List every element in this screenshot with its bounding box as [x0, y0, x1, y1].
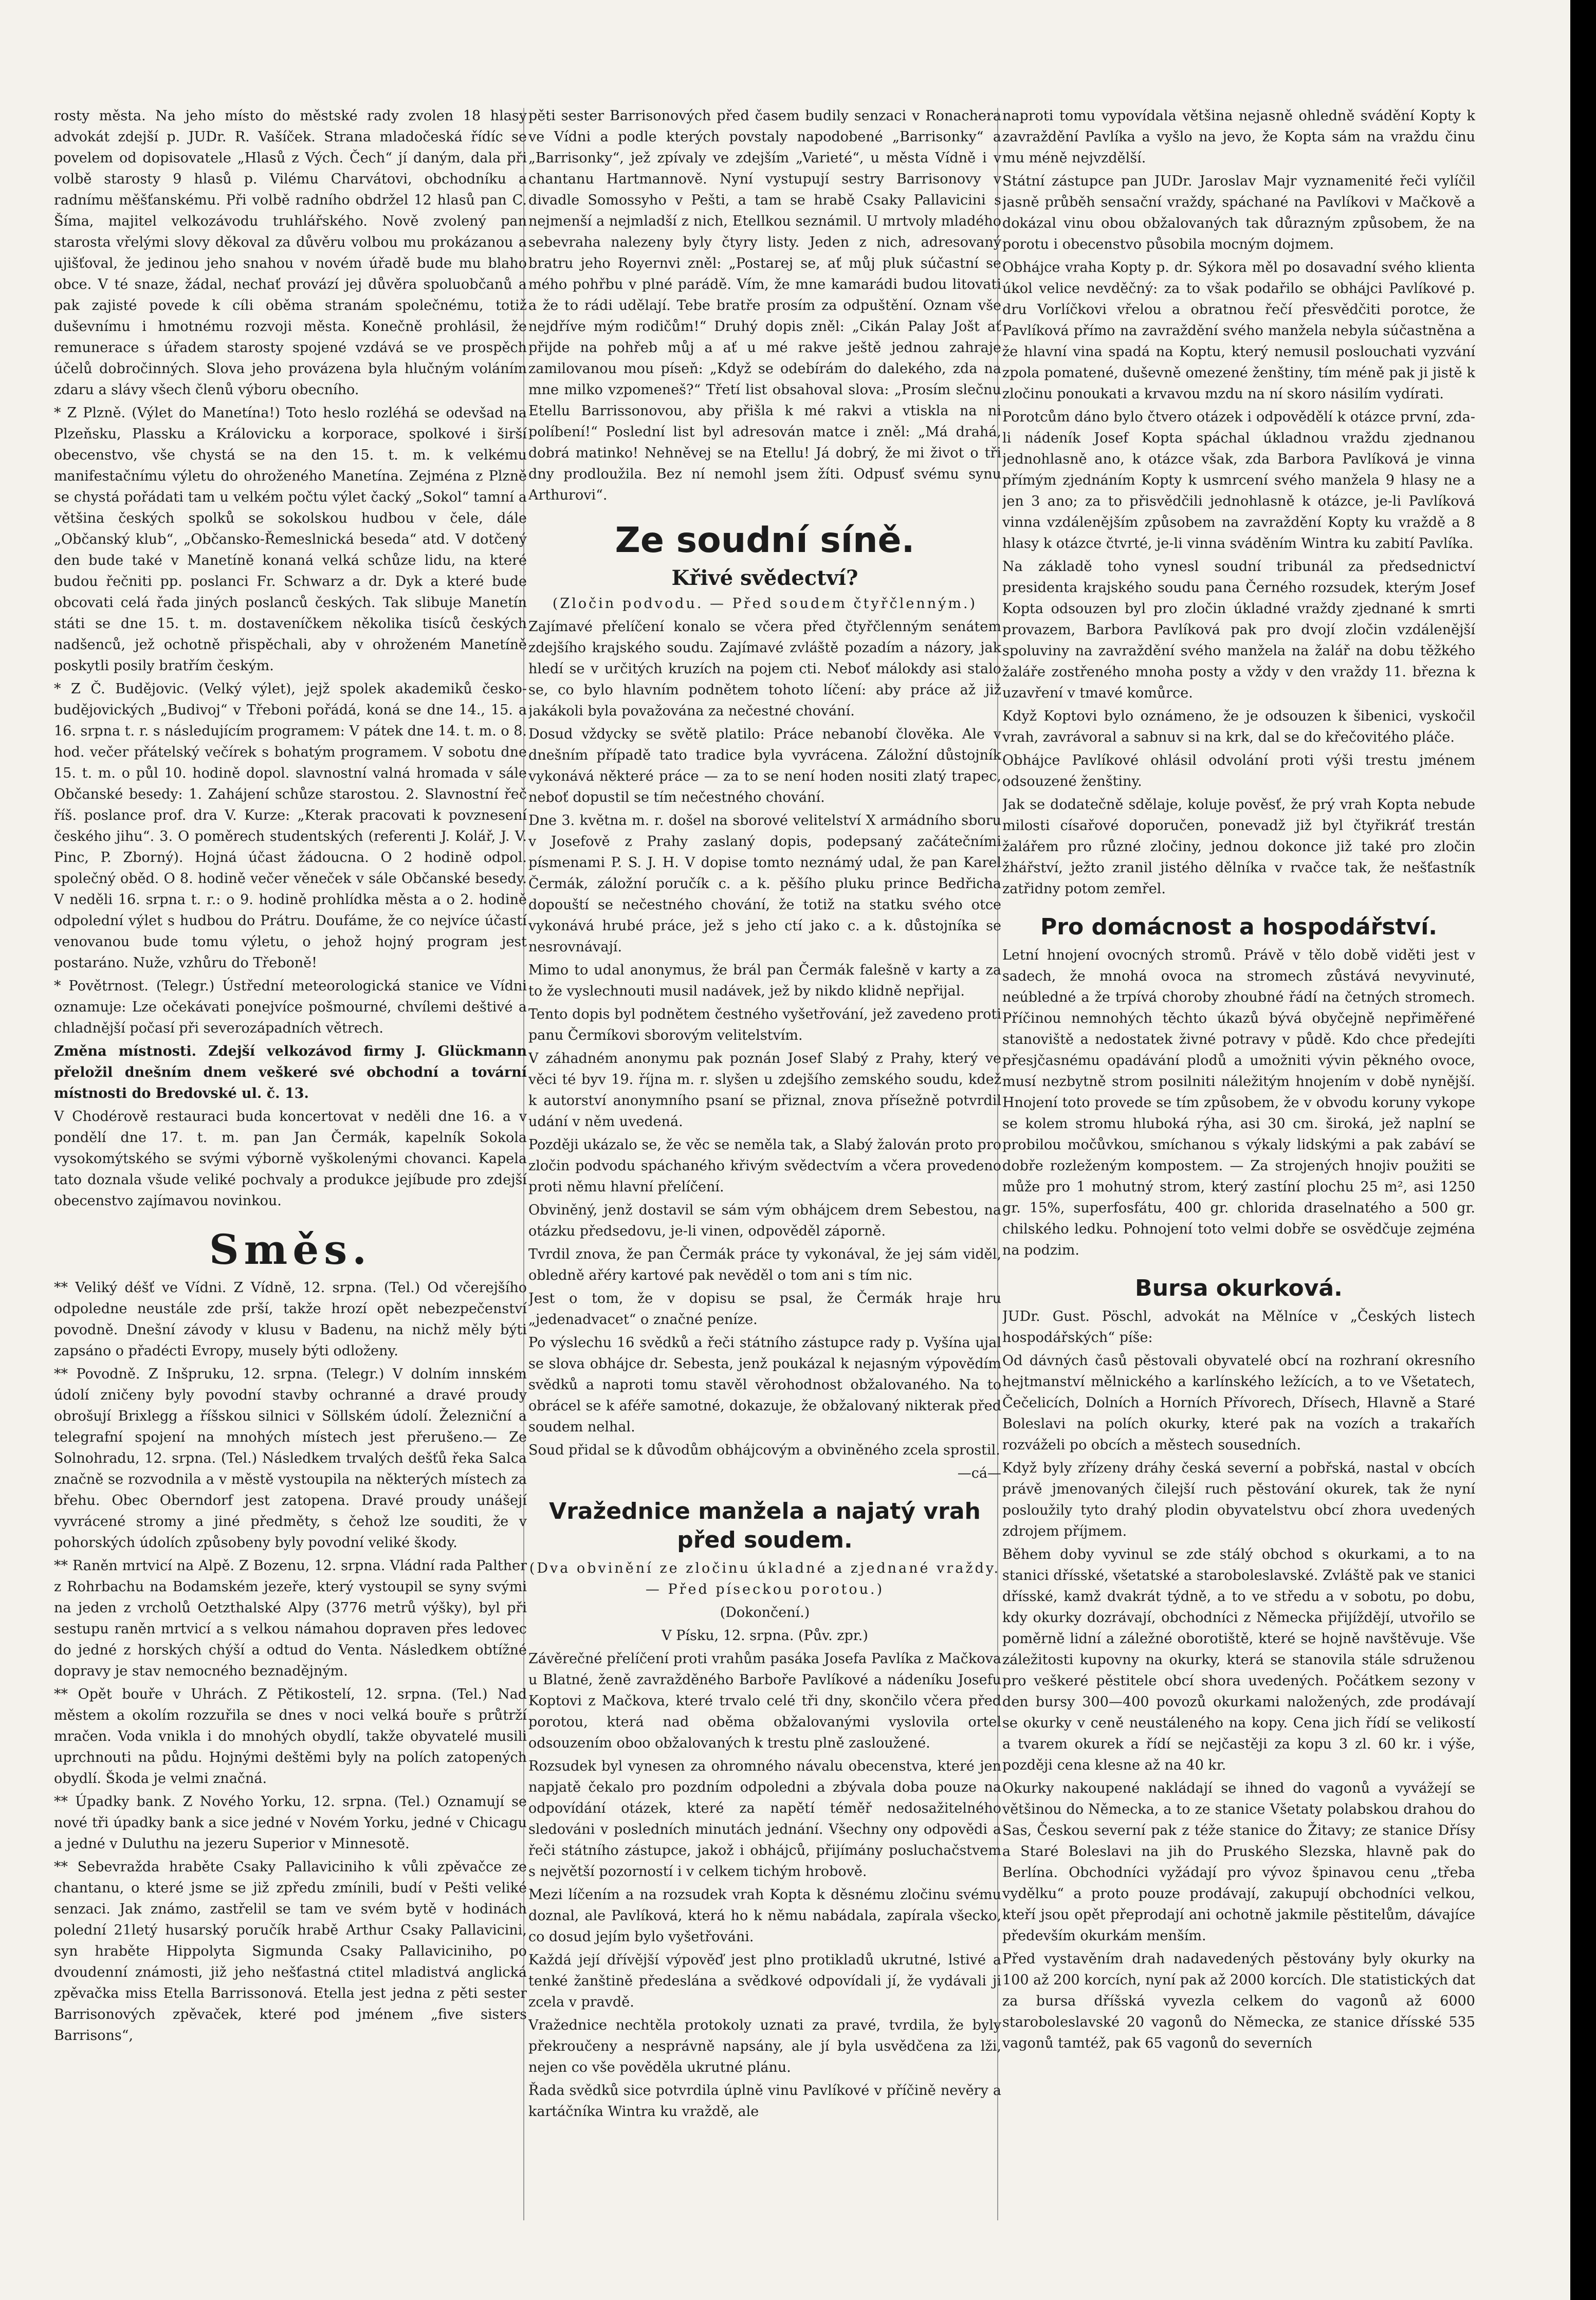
article-paragraph: Jest o tom, že v dopisu se psal, že Čermák hraje hru „jedenadvacet“ o značné peníze.: [528, 1291, 1001, 1328]
article-dateline: V Písku, 12. srpna. (Pův. zpr.): [662, 1628, 868, 1644]
article-paragraph: * Povětrnost. (Telegr.) Ústřední meteorologická stanice ve Vídni oznamuje: Lze očekávati ponejvíce pošmourné, chvílemi deštivé a chladnější počasí při severozápadních větrech.: [54, 978, 527, 1036]
article-paragraph: V záhadném anonymu pak poznán Josef Slabý z Prahy, který ve věci té byv 19. října m. r. slyšen u zdejšího zemského soudu, kdež k autorství anonymního psaní se přiznal, znova přísežně potvrdil udání v něm uvedená.: [528, 1051, 1001, 1130]
article-paragraph: Okurky nakoupené nakládají se ihned do vagonů a vyvážejí se většinou do Německa, a to ze stanice Všetaty polabskou drahou do Sas, Českou severní pak z téže stanice do Žitavy; ze stanice Dřísy a Staré Boleslavi na jih do Pruského Slezska, hlavně pak do Berlína. Obchodníci vyžádají pro vývoz špinavou cenu „třeba vydělku“ a proto pouze prodávají, zakupují obchodníci velkou, kteří jsou opět přeprodají ani ochotně jakmile pěstitelům, dávajíce především okurkám menším.: [1002, 1780, 1475, 1944]
article-paragraph: Tvrdil znova, že pan Čermák práce ty vykonával, že jej sám viděl, obledně ařéry kartové pak nevěděl o tom ani s tím nic.: [528, 1246, 1001, 1283]
section-heading-murder: Vražednice manžela a najatý vrah před soudem.: [549, 1498, 981, 1553]
article-paragraph: Závěrečné přelíčení proti vrahům pasáka Josefa Pavlíka z Mačkova u Blatné, ženě zavražděného Barboře Pavlíkové a nádeníku Josefu Koptovi z Mačkova, které trvalo celé tři dny, skončilo včera před porotou, která nad oběma obžalovanými vyslovila ortel odsouzením oboo obžalovaných k trestu plně zasloužené.: [528, 1651, 1001, 1751]
article-subheading: (Dva obvinění ze zločinu úkladné a zjednané vraždy. — Před píseckou porotou.): [529, 1560, 1001, 1597]
article-paragraph: Zajímavé přelíčení konalo se včera před čtyřčlenným senátem zdejšího krajského soudu. Zajímavé zvláště pozadím a názory, jak hledí se v určitých kruzích na pojem cti. Neboť málokdy asi stalo se, co bylo hlavním podnětem tohoto líčení: aby práce až již jakákoli byla považována za nečestné chování.: [528, 619, 1001, 719]
column-1: [54, 105, 527, 2223]
article-paragraph: Každá její dřívější výpověď jest plno protikladů ukrutné, lstivé a tenké žanštině předeslána a svědkové odpovídali jí, že vydávali ji zcela v pravdě.: [528, 1952, 1001, 2010]
article-paragraph: * Z Plzně. (Výlet do Manetína!) Toto heslo rozléhá se odevšad na Plzeňsku, Plassku a Královicku a korporace, spolkové i širší obecenstvo, vše chystá se na den 15. t. m. k velkému manifestačnímu výletu do ohroženého Manetína. Zejména z Plzně se chystá pořádati tam u velkém počtu výlet čacký „Sokol“ tamní a většina českých spolků se sokolskou hudbou v čele, dále „Občanský klub“, „Občansko-Řemeslnická beseda“ atd. V dotčený den bude také v Manetíně konaná velká schůze lidu, na které budou řečniti pp. poslanci Fr. Schwarz a dr. Dyk a které bude obcovati celá řada jiných poslanců českých. Tak slibuje Manetín státi se dne 15. t. m. dostaveníčkem několika tisíců českých nadšenců, jež ochotně přispěchali, aby v ohroženém Manetíně poskytli posily bratřím českým.: [54, 405, 527, 674]
author-signature: —cá—: [957, 1465, 1001, 1481]
article-paragraph: ** Sebevražda hraběte Csaky Pallaviciniho k vůli zpěvačce ze chantanu, o které jsme se již zpředu zmínili, budí v Pešti veliké senzaci. Jak známo, zastřelil se tam ve svém bytě v hodinách polední 21letý husarský poručík hrabě Arthur Csaky Pallavicini, syn hraběte Hippolyta Sigmunda Csaky Pallaviciniho, po dvoudenní známosti, již jeho nešťastná ctitel mladistvá anglická zpěvačka miss Etella Barrissonová. Etella jest jedna z pěti sester Barrisonových zpěvaček, které pod jménem „five sisters Barrisons“,: [54, 1859, 527, 2044]
section-heading-bursa: Bursa okurková.: [1135, 1275, 1343, 1301]
article-paragraph: Během doby vyvinul se zde stálý obchod s okurkami, a to na stanici dřísské, všetatské a staroboleslavské. Zvláště pak ve stanici dřísské, kamž dvakrát týdně, a to ve středu a v sobotu, po dobu, kdy okurky dozrávají, obchodníci z Německa přijíždějí, utvořilo se poměrně lidní a záležné oborotiště, které se hojně navštěvuje. Vše záležitosti kupovny na okurky, která se stanovila stále sdruženou pro veškeré pěstitele obcí shora uvedených. Počátkem sezony v den bursy 300—400 povozů okurkami naložených, zde prodávají se okurky v ceně neustáleného na kopy. Cena jich řídí se velikostí a tvarem okurek a řídí se nejčastěji za kopu 3 zl. 60 kr. i výše, později cena klesne až na 40 kr.: [1002, 1547, 1475, 1773]
article-paragraph: Mezi líčením a na rozsudek vrah Kopta k děsnému zločinu svému doznal, ale Pavlíková, která ho k němu nabádala, zapírala všecko, co dosud jejím bylo vyšetřováni.: [528, 1887, 1001, 1945]
article-paragraph: Změna místnosti. Zdejší velkozávod firmy J. Glückmann přeložil dnešním dnem veškeré své obchodní a tovární místnosti do Bredovské ul. č. 13.: [54, 1043, 527, 1101]
article-paragraph: JUDr. Gust. Pöschl, advokát na Mělníce v „Českých listech hospodářských“ píše:: [1002, 1309, 1475, 1346]
article-paragraph: Později ukázalo se, že věc se neměla tak, a Slabý žalován proto pro zločin podvodu spáchaného křivým svědectvím a včera provedeno proti němu hlavní přelíčení.: [528, 1137, 1001, 1195]
article-paragraph: Řada svědků sice potvrdila úplně vinu Pavlíkové v příčině nevěry a kartáčníka Wintra ku vraždě, ale: [528, 2083, 1001, 2120]
article-paragraph: Státní zástupce pan JUDr. Jaroslav Majr vyznamenité řeči vylíčil jasně průběh sensační vraždy, spáchané na Pavlíkovi v Mačkově a dokázal vinu obou obžalovaných tak důrazným způsobem, že na porotu i obecenstvo působila mocným dojmem.: [1002, 173, 1475, 252]
article-paragraph: ** Opět bouře v Uhrách. Z Pětikostelí, 12. srpna. (Tel.) Nad městem a okolím rozzuřila se dnes v noci velká bouře s průtrží mračen. Voda vnikla i do mnohých obydlí, takže obyvatelé musili uprchnouti na půdu. Hojnými deštěmi byly na polích zatopených obydlí. Škoda je velmi značná.: [54, 1686, 527, 1787]
article-paragraph: Na základě toho vynesl soudní tribunál za předsednictví presidenta krajského soudu pana Černého rozsudek, kterým Josef Kopta odsouzen byl pro zločin úkladné vraždy zjednané k smrti provazem, Barbora Pavlíková pak pro dvojí zločin vzdálenější spoluviny na zavraždění svého manžela na žalář na dobu těžkého žaláře zostřeného mnoha posty a vždy v den vraždy 11. března k uzavření v tmavé komůrce.: [1002, 559, 1475, 701]
article-paragraph: Dne 3. května m. r. došel na sborové velitelství X armádního sboru v Josefově z Prahy zaslaný dopis, podepsaný začátečními písmenami P. S. J. H. V dopise tomto neznámý udal, že pan Karel Čermák, záložní poručík c. a k. pěšího pluku prince Bedřicha dopouští se nečestného chování, že totiž na statku svého otce vykonává hrubé práce, jež s jeho ctí jako c. a k. důstojníka se nesrovnávají.: [528, 813, 1001, 955]
article-paragraph: Po výslechu 16 svědků a řeči státního zástupce rady p. Vyšína ujal se slova obhájce dr. Sebesta, jenž poukázal k nejasným výpovědím svědků a naproti tomu stavěl věrohodnost obžalovaného. Na to obrácel se k aféře samotné, dokazuje, že obžalovaný nikterak před soudem nelhal.: [528, 1335, 1001, 1435]
article-paragraph: V Chodérově restauraci buda koncertovat v neděli dne 16. a v pondělí dne 17. t. m. pan Jan Čermák, kapelník Sokola vysokomýtského se svými výborně vyškolenými chovanci. Kapela tato doznala všude veliké pochvaly a produkce jejíbude pro zdejší obecenstvo zajímavou novinkou.: [54, 1109, 527, 1209]
article-paragraph: * Z Č. Budějovic. (Velký výlet), jejž spolek akademiků česko-budějovických „Budivoj“ v Třeboni pořádá, koná se dne 14., 15. a 16. srpna t. r. s následujícím programem: V pátek dne 14. t. m. o 8. hod. večer přátelský večírek s bohatým programem. V sobotu dne 15. t. m. o půl 10. hodině dopol. slavnostní valná hromada v sále Občanské besedy: 1. Zahájení schůze starostou. 2. Slavnostní řeč říš. poslance prof. dra V. Kurze: „Kterak pracovati k povznesení českého jihu“. 3. O poměrech studentských (referenti J. Kolář, J. V. Pinc, P. Zborný). Hojná účast žádoucna. O 2 hodině odpol. společný oběd. O 8. hodině večer věneček v sále Občanské besedy. V neděli 16. srpna t. r.: o 9. hodině prohlídka města a o 2. hodině odpolední výlet s hudbou do Prátru. Doufáme, že co nejvíce účastí venovanou bude tomu výletu, o jehož hojný program jest postaráno. Nuže, vzhůru do Třeboně!: [54, 681, 527, 971]
article-heading: Křivé svědectví?: [671, 566, 858, 590]
article-paragraph: Od dávných časů pěstovali obyvatelé obcí na rozhraní okresního hejtmanství mělnického a karlínského ležících, a to ve Všetatech, Čečelicích, Dolních a Horních Přívorech, Dřísech, Hlavně a Staré Boleslavi na polích okurky, které pak na vozích a trakařích rozváželi po obcích a městech sousedních.: [1002, 1353, 1475, 1453]
article-paragraph: Vražednice nechtěla protokoly uznati za pravé, tvrdila, že byly překroučeny a nesprávně napsány, ale jí byla usvědčena za lži, nejen co vše pověděla ukrutné plánu.: [528, 2017, 1001, 2075]
article-paragraph: Před vystavěním drah nadavedených pěstovány byly okurky na 100 až 200 korcích, nyní pak až 2000 korcích. Dle statistických dat za bursa dříšská vyvezla celkem do vagonů až 6000 staroboleslavské 20 vagonů do Německa, ze stanice dřísské 535 vagonů tamtéž, pak 65 vagonů do severních: [1002, 1951, 1475, 2051]
article-paragraph: Letní hnojení ovocných stromů. Právě v tělo době viděti jest v sadech, že mnohá ovoca na stromech zůstává nevyvinuté, neúbledné a že trpívá choroby zhoubné řádí na četných stromech. Příčinou nemnohých těchto úkazů bývá obyčejně nepřiměřené stanoviště a nedostatek živné potravy v půdě. Kdo chce předejíti přesjčasnému opadávání plodů a umožniti vývin pěkného ovoce, musí nezbytně strom posilniti náležitým hnojením v době nynější. Hnojení toto provede se tím způsobem, že v obvodu koruny vykope se kolem stromu hluboká rýha, asi 30 cm. široká, jež naplní se probilou močůvkou, smíchanou s výkaly lidskými a pak zabáví se dobře rozleženým kompostem. — Za strojených hnojiv použiti se může pro 1 mohutný strom, který zastíní plochu 25 m², asi 1250 gr. 15%, superfosfátu, 400 gr. chlorida draselnatého a 500 gr. chilského ledku. Pohnojení toto velmi dobře se osvědčuje zejména na podzim.: [1002, 947, 1475, 1258]
article-subheading: (Zločin podvodu. — Před soudem čtyřčlenným.): [552, 596, 978, 612]
article-paragraph: Porotcům dáno bylo čtvero otázek i odpovědělí k otázce první, zda-li nádeník Josef Kopta spáchal úkladnou vraždu zjednanou jednohlasně ano, k otázce však, zda Barbora Pavlíková je vinna přímým zjednáním Kopty k usmrcení svého manžela 9 hlasy ne a jen 3 ano; za to přisvědčili jednohlasně k otázce, je-li Pavlíková vinna vzdálenějším způsobem na zavraždění Kopty ku vraždě a 8 hlasy k otázce čtvrté, je-li vinna sváděním Wintra ku zabití Pavlíka.: [1002, 409, 1475, 551]
article-paragraph: Obhájce Pavlíkové ohlásil odvolání proti výši trestu jménem odsouzené ženštiny.: [1002, 752, 1475, 789]
section-heading-household: Pro domácnost a hospodářství.: [1040, 914, 1437, 940]
article-paragraph: ** Povodně. Z Inšpruku, 12. srpna. (Telegr.) V dolním innském údolí zničeny byly povodní stavby ochranné a dravé proudy obrošují Brixlegg a říšskou silnici v Söllském údolí. Železniční a telegrafní spojení na mnohých místech jest přerušeno.— Ze Solnohradu, 12. srpna. (Tel.) Následkem trvalých dešťů řeka Salca značně se rozvodnila a v městě vystoupila na některých místech za břehu. Obec Oberndorf jest zatopena. Dravé proudy unášejí vyvrácené stromy a jiné předměty, s čehož lze souditi, že v pohorských údolích způsobeny byly povodní veliké škody.: [54, 1366, 527, 1551]
article-paragraph: naproti tomu vypovídala většina nejasně ohledně svádění Kopty k zavraždění Pavlíka a vyšlo na jevo, že Kopta sám na vraždu činu mu méně nejvzdělší.: [1002, 108, 1475, 166]
article-paragraph: ** Raněn mrtvicí na Alpě. Z Bozenu, 12. srpna. Vládní rada Palther z Rohrbachu na Bodamském jezeře, který vystoupil se syny svými na jeden z vrcholů Oetzthalské Alpy (3776 metrů výšky), byl při sestupu raněn mrtvicí a s velkou námahou dopraven přes ledovec do jedné z horských chýší a odtud do Venta. Následkem obtížné dopravy je stav nemocného beznadějným.: [54, 1558, 527, 1679]
article-paragraph: ** Úpadky bank. Z Nového Yorku, 12. srpna. (Tel.) Oznamují se nové tři úpadky bank a sice jedné v Novém Yorku, jedné v Chicagu a jedné v Duluthu na jezeru Superior v Minnesotě.: [54, 1794, 527, 1852]
column-3: [1002, 105, 1475, 2223]
article-paragraph: Obhájce vraha Kopty p. dr. Sýkora měl po dosavadní svého klienta úkol velice nevděčný: za to však podařilo se obhájci Pavlíkové p. dru Vorlíčkovi vřelou a obratnou řečí přesvědčiti porotce, že Pavlíková přímo na zavraždění svého manžela nebyla súčastněna a že hlavní vina spadá na Koptu, který nemusil poslouchati vyzvání zpola pomatené, duševně omezené ženštiny, tím méně pak ji jistě k zločinu ponoukati a krvavou mzdu na ní skoro násilím vydírati.: [1002, 260, 1475, 402]
article-paragraph: Soud přidal se k důvodům obhájcovým a obviněného zcela sprostil.: [528, 1442, 1000, 1458]
article-paragraph: pěti sester Barrisonových před časem budily senzaci v Ronachera ve Vídni a podle kterých povstaly napodobené „Barrisonky“ a „Barrisonky“, jež zpívaly ve zdejším „Varieté“, u města Vídně i v chantanu Hartmannově. Nyní vystupují sestry Barrisonovy v divadle Somossyho v Pešti, a tam se hrabě Csaky Pallavicini s nejmenší a nejmladší z nich, Etellkou seznámil. U mrtvoly mladého sebevraha nalezeny byly čtyry listy. Jeden z nich, adresovaný bratru jeho Royernvi zněl: „Postarej se, ať můj pluk súčastní se mého pohřbu v plné parádě. Vím, že mne kamarádi budou litovati a že to rádi udělají. Tebe bratře prosím za odpuštění. Oznam vše nejdříve mým rodičům!“ Druhý dopis zněl: „Cikán Palay Jošt ať přijde na pohřeb můj a ať u mé rakve ještě jednou zahraje zamilovanou mou píseň: „Když se odebírám do dalekého, zda na mne milko vzpomeneš?“ Třetí list obsahoval slova: „Prosím slečnu Etellu Barrissonovou, aby přišla k mé rakvi a vtiskla na ni políbení!“ Poslední list byl adresován matce i zněl: „Má drahá, dobrá matinko! Nehněvej se na Etellu! Já dobrý, že mi život o tři dny prodloužila. Bez ní nemohl jsem žíti. Odpusť svému synu Arthurovi“.: [528, 108, 1001, 503]
article-paragraph: Rozsudek byl vynesen za ohromného návalu obecenstva, které jen napjatě čekalo pro pozdním odpoledni a zbývala doba pouze na odpovídání otázek, které za napětí téměř nedosažitelného sledováni v posledních minutách jednání. Všechny ony odpovědi a řeči státního zástupce, jakož i obhájců, přijímány posluchačstvem s největší pozorností i v celkem tichým hrobově.: [528, 1758, 1001, 1880]
article-paragraph: Mimo to udal anonymus, že brál pan Čermák falešně v karty a za to že vyslechnouti musil nadávek, jež by nikdo klidně nepřijal.: [528, 962, 1001, 999]
section-heading-court: Ze soudní síně.: [615, 520, 915, 561]
section-heading-smes: Směs.: [209, 1225, 372, 1274]
column-2: [528, 105, 1001, 2223]
article-paragraph: rosty města. Na jeho místo do městské rady zvolen 18 hlasy advokát zdejší p. JUDr. R. Vašíček. Strana mladočeská řídíc se povelem od dopisovatele „Hlasů z Vých. Čech“ jí daným, dala při volbě starosty 9 hlasů p. Vilému Charvátovi, obchodníku a radnímu měšťanskému. Při volbě radního obdržel 12 hlasů pan C. Šíma, majitel velkozávodu truhlářského. Nově zvolený pan starosta vřelými slovy děkoval za důvěru volbou mu prokázanou a ujišťoval, že jedinou jeho snahou v novém úřadě bude mu blaho obce. V té snaze, žádal, nechať provází jej důvěra spoluobčanů a pak zajisté povede k cíli oběma stranám společnému, totiž duševnímu i hmotnému rozvoji města. Konečně prohlásil, že remunerace s úřadem starosty spojené vzdává se ve prospěch účelů dobročinných. Slova jeho provázena byla hlučným voláním zdaru a slávy všech členů výboru obecního.: [54, 108, 527, 398]
article-subheading: (Dokončení.): [720, 1605, 810, 1621]
article-paragraph: Obviněný, jenž dostavil se sám vým obhájcem drem Sebestou, na otázku předsedovu, je-li vinen, odpověděl záporně.: [528, 1202, 1001, 1239]
article-paragraph: Tento dopis byl podnětem čestného vyšetřování, jež zavedeno proti panu Čermíkovi sborovým velitelstvím.: [528, 1006, 1001, 1043]
article-paragraph: Když Koptovi bylo oznámeno, že je odsouzen k šibenici, vyskočil vrah, zavrávoral a sabnuv si na krk, dal se do křečovitého pláče.: [1002, 708, 1475, 745]
article-paragraph: Jak se dodatečně sdělaje, koluje pověsť, že prý vrah Kopta nebude milosti císařové doporučen, ponevadž již byl čtyřikráť trestán žalářem pro různé zločiny, jednou dokonce již také pro zločin žhářství, ježto zranil jistého dělníka v rvačce tak, že nešťastník zatřidny potom zemřel.: [1002, 797, 1475, 897]
article-paragraph: Když byly zřízeny dráhy česká severní a pobřská, nastal v obcích právě jmenovaných čilejší ruch pěstování okurek, tak že nyní posloužily tyto drahý plodin obyvatelstvu obcí zhora uvedených zdrojem příjmem.: [1002, 1460, 1475, 1539]
scan-edge: [1570, 0, 1596, 2300]
article-paragraph: ** Veliký déšť ve Vídni. Z Vídně, 12. srpna. (Tel.) Od včerejšího odpoledne neustále zde prší, takže hrozí opět nebezpečenství povodně. Dnešní závody v klusu v Badenu, na nichž měly býti zapsáno o přadécti Evropy, musely býti odloženy.: [54, 1280, 527, 1359]
article-paragraph: Dosud vždycky se světě platilo: Práce nebanobí člověka. Ale v dnešním případě tato tradice byla vyvrácena. Záložní důstojník vykonává některé práce — za to se není hoden nositi zlatý trapec, neboť dopustil se tím nečestného chování.: [528, 726, 1001, 805]
